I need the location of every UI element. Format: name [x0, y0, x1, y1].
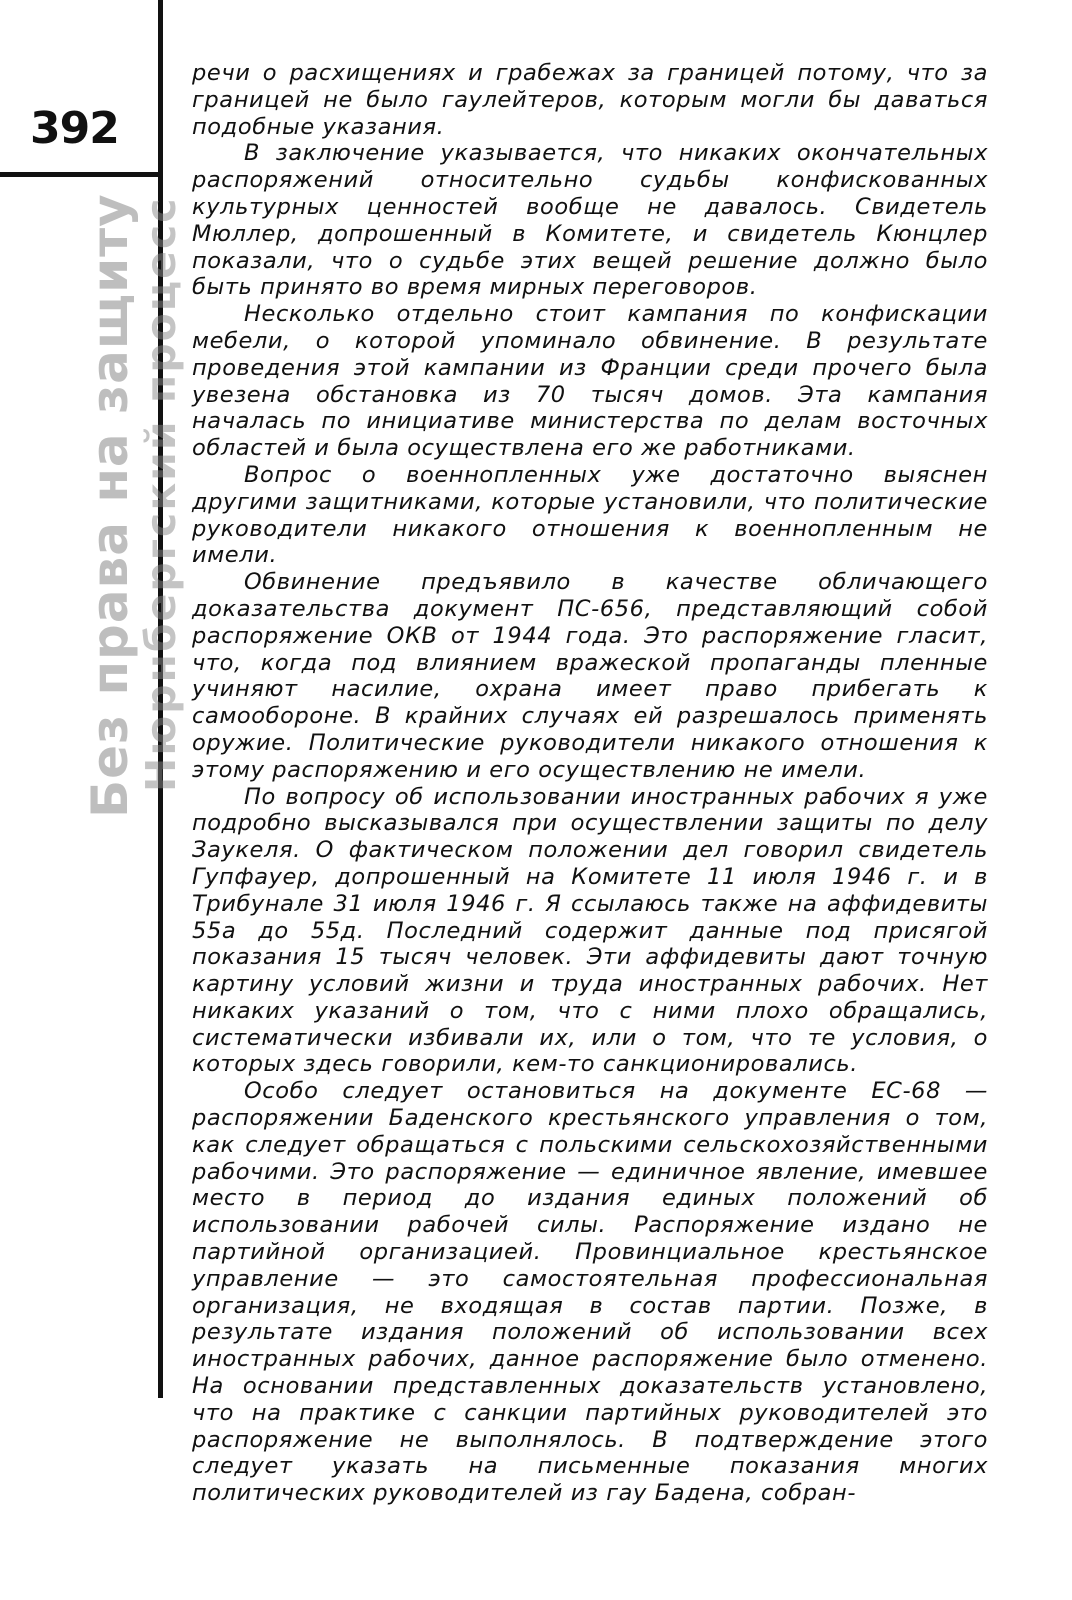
side-title-line1: Без права на защиту	[81, 193, 139, 818]
paragraph-continued: речи о расхищениях и грабежах за границей потому, что за границей не было гаулейтеров, которым могли бы даваться подобные указания.	[192, 60, 988, 140]
paragraph: Несколько отдельно стоит кампания по конфискации мебели, о которой упоминало обвинение. В результате проведения этой кампании из Франции среди прочего была увезена обстановка из 70 тысяч домов. Эта кампания началась по инициативе министерства по делам восточных областей и была осуществлена его же работниками.	[192, 301, 988, 462]
paragraph: По вопросу об использовании иностранных рабочих я уже подробно высказывался при осуществлении защиты по делу Заукеля. О фактическом положении дел говорил свидетель Гупфауер, допрошенный на Комитете 11 июля 1946 г. и в Трибунале 31 июля 1946 г. Я ссылаюсь также на аффидевиты 55а до 55д. Последний содержит данные под присягой показания 15 тысяч человек. Эти аффидевиты дают точную картину условий жизни и труда иностранных рабочих. Нет никаких указаний о том, что с ними плохо обращались, систематически избивали их, или о том, что те условия, о которых здесь говорили, кем-то санкционировались.	[192, 783, 988, 1078]
paragraph: В заключение указывается, что никаких окончательных распоряжений относительно судьбы конфискованных культурных ценностей вообще не давалось. Свидетель Мюллер, допрошенный в Комитете, и свидетель Кюнцлер показали, что о судьбе этих вещей решение должно было быть принято во время мирных переговоров.	[192, 140, 988, 301]
side-title-rotated	[81, 193, 186, 818]
body-text	[192, 60, 988, 1507]
paragraph: Обвинение предъявило в качестве обличающего доказательства документ ПС-656, представляющий собой распоряжение ОКВ от 1944 года. Это распоряжение гласит, что, когда под влиянием вражеской пропаганды пленные учиняют насилие, охрана имеет право прибегать к самообороне. В крайних случаях ей разрешалось применять оружие. Политические руководители никакого отношения к этому распоряжению и его осуществлению не имели.	[192, 569, 988, 783]
header-divider	[0, 172, 160, 177]
side-title-line2: Нюрнбергский процесс	[137, 196, 185, 792]
paragraph: Особо следует остановиться на документе ЕС-68 — распоряжении Баденского крестьянского управления о том, как следует обращаться с польскими сельскохозяйственными рабочими. Это распоряжение — единичное явление, имевшее место в период до издания единых положений об использовании рабочей силы. Распоряжение издано не партийной организацией. Провинциальное крестьянское управление — это самостоятельная профессиональная организация, не входящая в состав партии. Позже, в результате издания положений об использовании всех иностранных рабочих, данное распоряжение было отменено. На основании представленных доказательств установлено, что на практике с санкции партийных руководителей это распоряжение не выполнялось. В подтверждение этого следует указать на письменные показания многих политических руководителей из гау Бадена, собран-	[192, 1078, 988, 1507]
page-number: 392	[30, 103, 119, 154]
paragraph: Вопрос о военнопленных уже достаточно выяснен другими защитниками, которые установили, что политические руководители никакого отношения к военнопленным не имели.	[192, 461, 988, 569]
